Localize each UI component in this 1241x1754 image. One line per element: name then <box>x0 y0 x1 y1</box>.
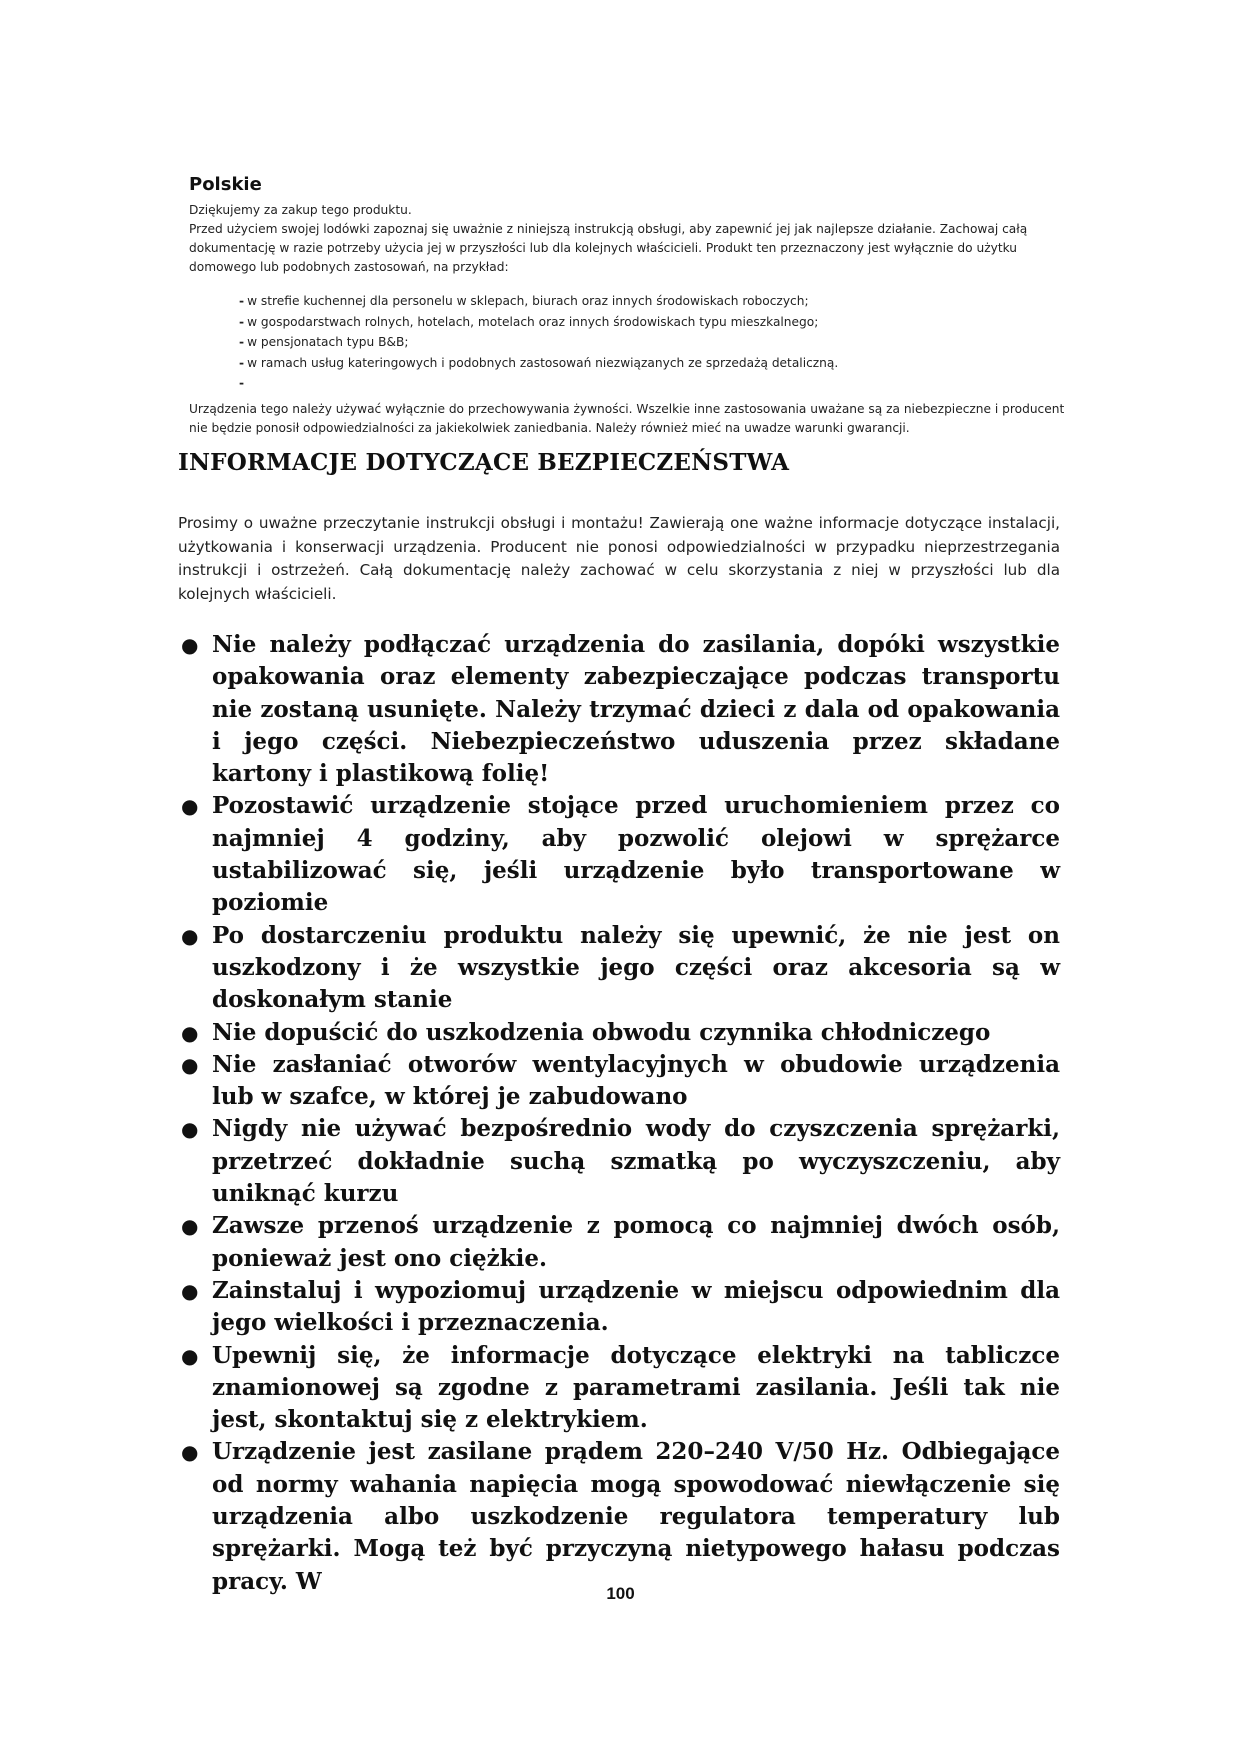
bullet-icon: ● <box>181 1440 199 1465</box>
usage-item: - w strefie kuchennej dla personelu w sklepach, biurach oraz innych środowiskach roboczych; <box>239 294 809 308</box>
warnings-list <box>178 629 1060 1598</box>
usage-list <box>239 291 1069 394</box>
bullet-icon: ● <box>181 1117 199 1142</box>
bullet-icon: ● <box>181 1052 199 1077</box>
usage-item: - w ramach usług kateringowych i podobnych zastosowań niezwiązanych ze sprzedażą detaliczną. <box>239 355 839 370</box>
thanks-text: Dziękujemy za zakup tego produktu. <box>189 203 412 217</box>
intro-paragraph: Przed użyciem swojej lodówki zapoznaj się uważnie z niniejszą instrukcją obsługi, aby zapewnić jej jak najlepsze działanie. Zachowaj całą dokumentację w razie potrzeby użycia jej w przyszłości lub dla kolejnych właścicieli. Produkt ten przeznaczony jest wyłącznie do użytku domowego lub podobnych zastosowań, na przykład: <box>189 222 1028 274</box>
bullet-icon: ● <box>181 633 199 657</box>
section-title: INFORMACJE DOTYCZĄCE BEZPIECZEŃSTWA <box>178 449 790 476</box>
warning-item: ● Nie dopuścić do uszkodzenia obwodu czynnika chłodniczego <box>178 1017 1060 1049</box>
warning-item: ● Nie należy podłączać urządzenia do zasilania, dopóki wszystkie opakowania oraz elementy zabezpieczające podczas transportu nie zostaną usunięte. Należy trzymać dzieci z dala od opakowania i jego części. Niebezpieczeństwo uduszenia przez składane kartony i plastikową folię! <box>181 631 1060 788</box>
safety-paragraph: Prosimy o uważne przeczytanie instrukcji obsługi i montażu! Zawierają one ważne informacje dotyczące instalacji, użytkowania i konserwacji urządzenia. Producent nie ponosi odpowiedzialności w przypadku nieprzestrzegania instrukcji i ostrzeżeń. Całą dokumentację należy zachować w celu skorzystania z niej w przyszłości lub dla kolejnych właścicieli. <box>178 514 1060 603</box>
warning-item: ● Upewnij się, że informacje dotyczące elektryki na tabliczce znamionowej są zgodne z parametrami zasilania. Jeśli tak nie jest, skontaktuj się z elektrykiem. <box>181 1341 1060 1434</box>
bullet-icon: ● <box>181 923 199 948</box>
intro-section <box>189 174 1069 438</box>
usage-note: Urządzenia tego należy używać wyłącznie do przechowywania żywności. Wszelkie inne zastosowania uważane są za niebezpieczne i producent nie będzie ponosił odpowiedzialności za jakiekolwiek zaniedbania. Należy również mieć na uwadze warunki gwarancji. <box>189 401 1065 435</box>
bullet-icon: ● <box>181 1343 199 1368</box>
warning-item: ● Urządzenie jest zasilane prądem 220–240 V/50 Hz. Odbiegające od normy wahania napięcia mogą spowodować niewłączenie się urządzenia albo uszkodzenie regulatora temperatury lub sprężarki. Mogą też być przyczyną nietypowego hałasu podczas pracy. W <box>181 1438 1060 1595</box>
warning-item: ● Nie zasłaniać otworów wentylacyjnych w obudowie urządzenia lub w szafce, w której je zabudowano <box>181 1050 1060 1111</box>
bullet-icon: ● <box>181 1020 199 1045</box>
bullet-icon: ● <box>181 1214 199 1239</box>
usage-item: - <box>239 376 245 390</box>
warning-item: ● Pozostawić urządzenie stojące przed uruchomieniem przez co najmniej 4 godziny, aby pozwolić olejowi w sprężarce ustabilizować się, jeśli urządzenie było transportowane w poziomie <box>181 792 1060 917</box>
usage-item: - w gospodarstwach rolnych, hotelach, motelach oraz innych środowiskach typu mieszkalnego; <box>239 314 819 329</box>
language-heading: Polskie <box>189 174 262 195</box>
warning-item: ● Po dostarczeniu produktu należy się upewnić, że nie jest on uszkodzony i że wszystkie jego części oraz akcesoria są w doskonałym stanie <box>181 921 1060 1014</box>
warning-item: ● Zawsze przenoś urządzenie z pomocą co najmniej dwóch osób, ponieważ jest ono ciężkie. <box>181 1212 1060 1272</box>
bullet-icon: ● <box>181 794 199 819</box>
warning-item: ● Zainstaluj i wypoziomuj urządzenie w miejscu odpowiednim dla jego wielkości i przeznaczenia. <box>181 1276 1060 1337</box>
usage-item: - w pensjonatach typu B&B; <box>239 335 409 349</box>
warning-item: ● Nigdy nie używać bezpośrednio wody do czyszczenia sprężarki, przetrzeć dokładnie suchą szmatką po wyczyszczeniu, aby uniknąć kurzu <box>181 1115 1060 1208</box>
bullet-icon: ● <box>181 1278 199 1303</box>
page-number: 100 <box>606 1584 635 1603</box>
